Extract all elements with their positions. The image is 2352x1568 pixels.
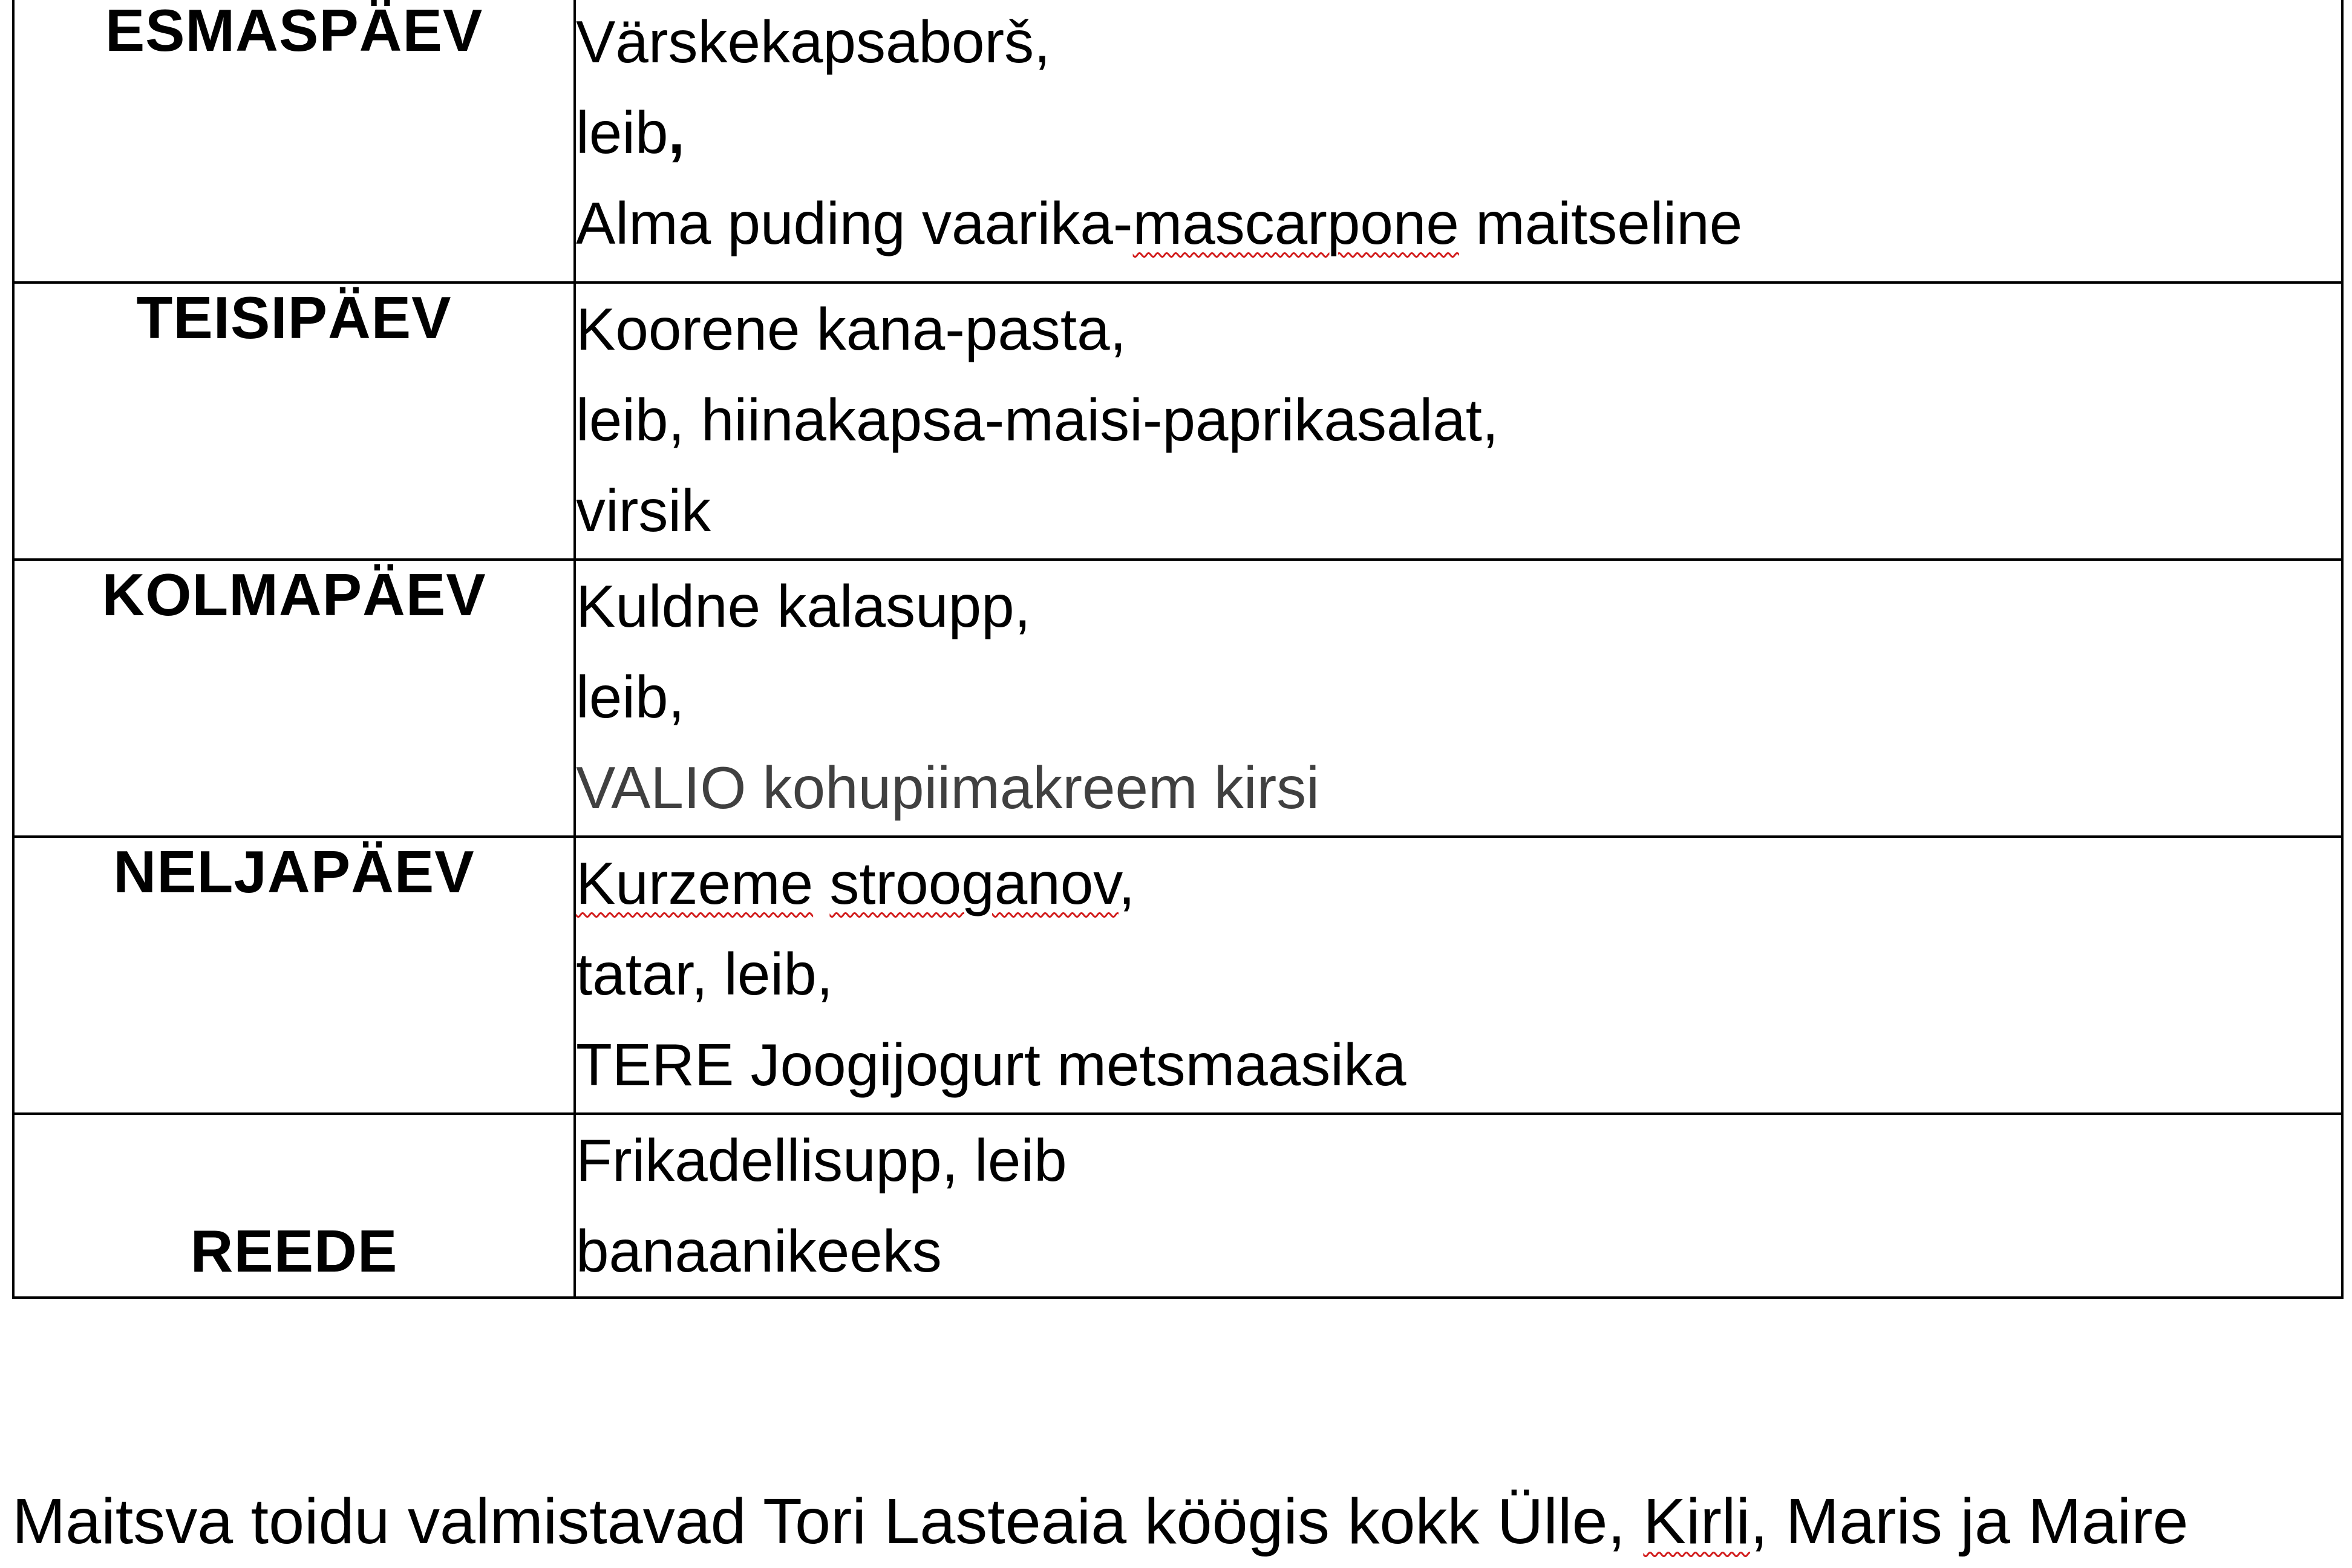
- dish-line: leib, hiinakapsa-maisi-paprikasalat,: [576, 387, 1499, 453]
- menu-row-monday: [13, 0, 2342, 283]
- dish-cell: [575, 560, 2342, 837]
- dish-text: ,: [1119, 850, 1135, 916]
- dish-line: Kuldne kalasupp,: [576, 573, 1031, 639]
- day-label: NELJAPÄEV: [13, 837, 575, 1114]
- footer-text: , Maris ja Maire: [1750, 1486, 2189, 1557]
- footer-text: Maitsva toidu valmistavad Tori Lasteaia köögis kokk Ülle,: [12, 1486, 1644, 1557]
- dish-text: Alma puding vaarika-: [576, 190, 1133, 256]
- dish-cell: [575, 283, 2342, 560]
- dish-line: TERE Joogijogurt metsmaasika: [576, 1031, 1406, 1098]
- dish-line: Värskekapsaborš,: [576, 8, 1051, 75]
- dish-cell: [575, 0, 2342, 283]
- dish-text: [813, 850, 829, 916]
- dish-cell: [575, 837, 2342, 1114]
- day-label: KOLMAPÄEV: [13, 560, 575, 837]
- spellcheck-marked-word: mascarpone: [1132, 190, 1459, 256]
- dish-line: Koorene kana-pasta,: [576, 296, 1126, 362]
- spellcheck-marked-word: Kirli: [1643, 1486, 1751, 1557]
- menu-row-thursday: [13, 837, 2342, 1114]
- dish-line: Frikadellisupp, leib: [576, 1127, 1067, 1194]
- dish-line: VALIO kohupiimakreem kirsi: [576, 754, 1320, 821]
- menu-row-wednesday: [13, 560, 2342, 837]
- day-label: REEDE: [13, 1114, 575, 1298]
- dish-line: [576, 87, 2341, 178]
- dish-line: tatar, leib,: [576, 941, 833, 1007]
- dish-line: leib,: [576, 664, 685, 730]
- dish-cell: [575, 1114, 2342, 1298]
- dish-line: virsik: [576, 477, 711, 544]
- menu-row-tuesday: [13, 283, 2342, 560]
- day-label: TEISIPÄEV: [13, 283, 575, 560]
- weekly-menu-table: [12, 0, 2344, 1299]
- dish-line: banaanikeeks: [576, 1218, 942, 1284]
- dish-line: [576, 838, 2341, 929]
- menu-row-friday: [13, 1114, 2342, 1298]
- dish-text-bold: ,: [668, 99, 685, 166]
- dish-line: [576, 178, 2341, 269]
- kitchen-staff-note: [12, 1476, 2189, 1567]
- day-label: ESMASPÄEV: [13, 0, 575, 283]
- dish-text: maitseline: [1459, 190, 1743, 256]
- spellcheck-marked-word: strooganov: [829, 850, 1119, 916]
- spellcheck-marked-word: Kurzeme: [576, 850, 814, 916]
- dish-text: leib: [576, 99, 668, 166]
